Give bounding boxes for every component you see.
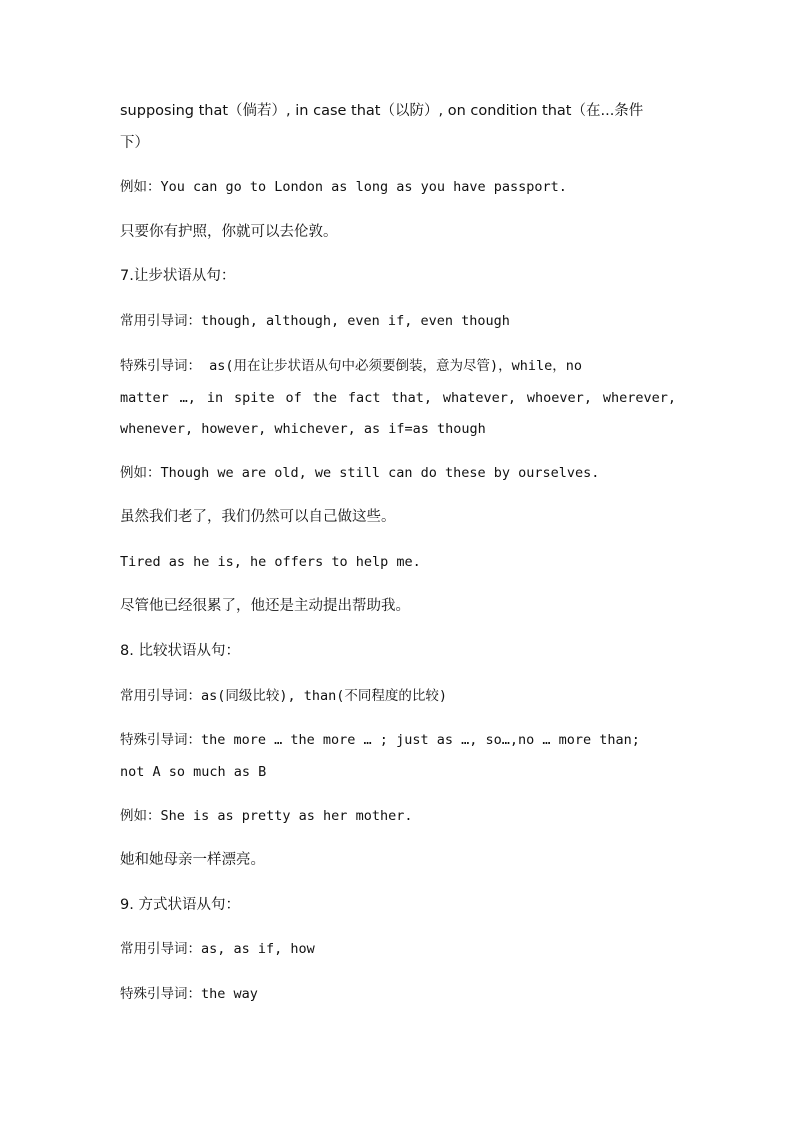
heading-concessive-clause: 7.让步状语从句：: [120, 268, 236, 284]
manner-common-connectives: 常用引导词：as, as if, how: [120, 941, 315, 957]
example-london-chinese: 只要你有护照，你就可以去伦敦。: [120, 224, 338, 240]
comparative-special-connectives-line2: not A so much as B: [120, 764, 267, 780]
paragraph-conditional-connectives-line1: supposing that（倘若）, in case that（以防）, on condition that（在...条件: [120, 103, 644, 119]
paragraph-conditional-connectives-line2: 下）: [120, 135, 149, 151]
comparative-special-connectives-line1: 特殊引导词：the more … the more … ; just as …, so…,no … more than;: [120, 732, 640, 748]
concessive-special-connectives-line1: 特殊引导词： as(用在让步状语从句中必须要倒装，意为尽管)，while，no: [120, 358, 583, 374]
example-old-chinese: 虽然我们老了，我们仍然可以自己做这些。: [120, 509, 396, 525]
example-tired-english: Tired as he is, he offers to help me.: [120, 554, 421, 570]
concessive-special-connectives-line3: whenever, however, whichever, as if=as though: [120, 421, 486, 437]
concessive-common-connectives: 常用引导词：though, although, even if, even though: [120, 313, 510, 329]
heading-manner-clause: 9. 方式状语从句：: [120, 897, 240, 913]
concessive-special-connectives-line2: matter …, in spite of the fact that, whatever, whoever, wherever,: [120, 390, 676, 406]
example-tired-chinese: 尽管他已经很累了，他还是主动提出帮助我。: [120, 598, 410, 614]
example-old-english: 例如：Though we are old, we still can do these by ourselves.: [120, 465, 600, 481]
manner-special-connectives: 特殊引导词：the way: [120, 986, 258, 1002]
example-london-english: 例如：You can go to London as long as you have passport.: [120, 179, 567, 195]
comparative-common-connectives: 常用引导词：as(同级比较), than(不同程度的比较): [120, 688, 448, 704]
example-pretty-chinese: 她和她母亲一样漂亮。: [120, 852, 265, 868]
example-pretty-english: 例如：She is as pretty as her mother.: [120, 808, 413, 824]
heading-comparative-clause: 8. 比较状语从句：: [120, 643, 240, 659]
